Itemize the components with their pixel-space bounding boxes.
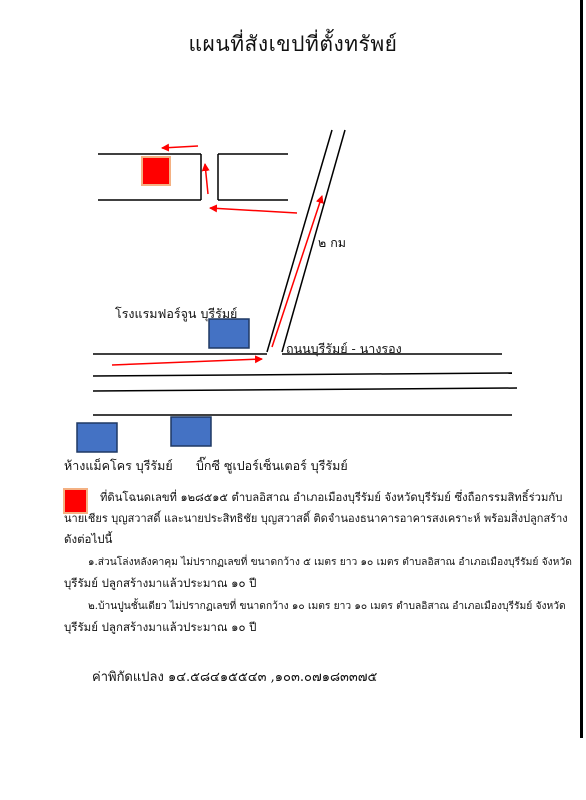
route-arrow-lane: [205, 164, 208, 194]
bigc-label: บิ๊กซี ซูเปอร์เซ็นเตอร์ บุรีรัมย์: [196, 458, 348, 473]
bigc-building: [171, 417, 211, 446]
route-arrow-main-road: [272, 196, 322, 347]
legend-text-line-1: ที่ดินโฉนดเลขที่ ๑๒๘๕๑๕ ตำบลอิสาณ อำเภอเมืองบุรีรัมย์ จังหวัดบุรีรัมย์ ซึ่งถือกรรมสิทธิ์ร่วมกับ: [100, 491, 563, 504]
road-name-label: ถนนบุรีรัมย์ - นางรอง: [286, 341, 402, 356]
legend-text-line-2: นายเชียร บุญสวาสดิ์ และนายประสิทธิชัย บุญสวาสดิ์ ติดจำนองธนาคารอาคารสงเคราะห์ พร้อมสิ่งปลูกสร้าง: [64, 512, 568, 525]
route-arrow-side-road: [210, 208, 297, 213]
page-title: แผนที่สังเขปที่ตั้งทรัพย์: [188, 32, 398, 56]
route-arrow-to-property: [162, 146, 198, 148]
distance-label: ๒ กม: [318, 235, 347, 250]
makro-building: [77, 423, 117, 452]
route-arrow-highway: [112, 359, 262, 365]
highway-lane-1: [93, 373, 512, 376]
coordinates-text: ค่าพิกัดแปลง ๑๔.๕๘๔๑๕๕๔๓ ,๑๐๓.๐๗๑๘๓๓๗๕: [92, 670, 378, 685]
highway-lane-2: [93, 388, 517, 391]
item-1-line-2: บุรีรัมย์ ปลูกสร้างมาแล้วประมาณ ๑๐ ปี: [64, 576, 257, 590]
item-1-line-1: ๑.ส่วนโล่งหลังคาคุม ไม่ปรากฏเลขที่ ขนาดกว้าง ๕ เมตร ยาว ๑๐ เมตร ตำบลอิสาณ อำเภอเมืองบุรีรัมย์ จังหวัด: [88, 556, 572, 568]
hotel-label: โรงแรมฟอร์จูน บุรีรัมย์: [115, 306, 238, 321]
makro-label: ห้างแม็คโคร บุรีรัมย์: [64, 458, 173, 473]
item-2-line-2: บุรีรัมย์ ปลูกสร้างมาแล้วประมาณ ๑๐ ปี: [64, 620, 257, 634]
property-marker: [142, 157, 170, 185]
item-2-line-1: ๒.บ้านปูนชั้นเดียว ไม่ปรากฏเลขที่ ขนาดกว้าง ๑๐ เมตร ยาว ๑๐ เมตร ตำบลอิสาณ อำเภอเมืองบุรีรัมย์ จังหวัด: [88, 600, 566, 612]
legend-text-line-3: ดังต่อไปนี้: [64, 532, 113, 546]
